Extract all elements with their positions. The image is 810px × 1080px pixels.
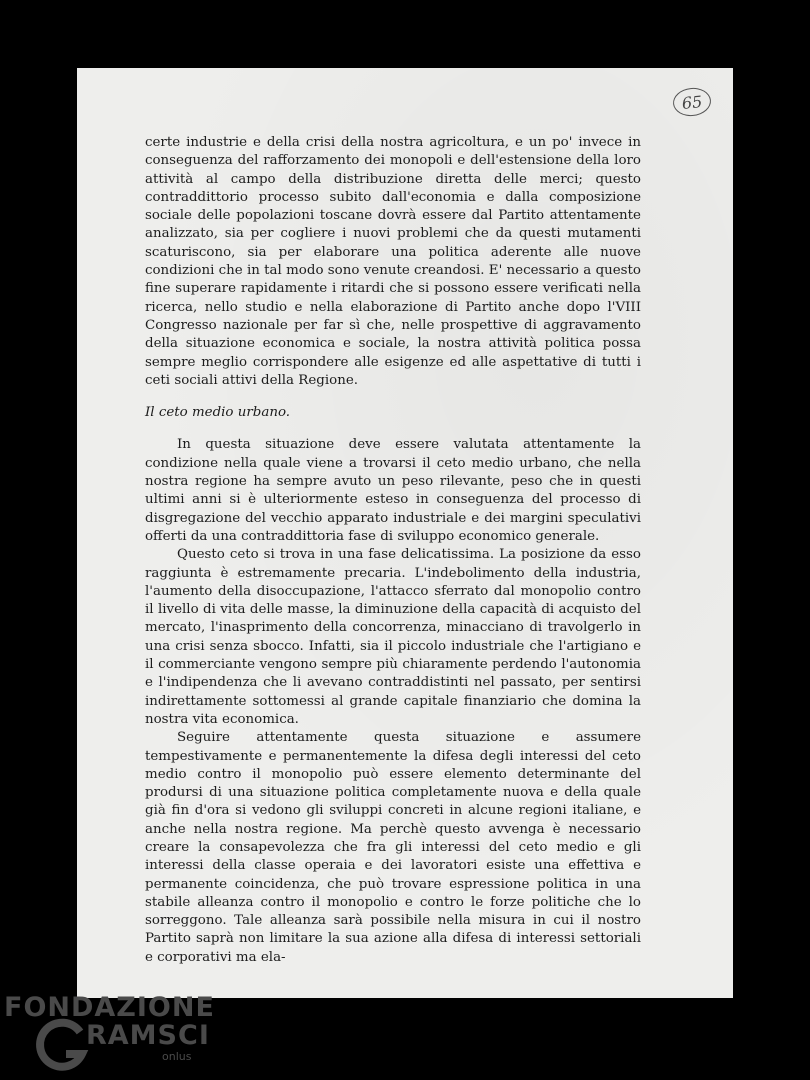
document-page — [77, 68, 733, 998]
watermark-logo — [4, 992, 215, 1072]
paragraph: Seguire attentamente questa situazione e assumere tempestivamente e permanentemente la difesa degli interessi del ceto medio contro il monopolio può essere elemento determinante del prodursi di una situazione politica completamente nuova e della quale già fin d'ora si vedono gli sviluppi concreti in alcune regioni italiane, e anche nella nostra regione. Ma perchè questo avvenga è necessario creare la consapevolezza che fra gli interessi del ceto medio e gli interessi della classe operaia e dei lavoratori esiste una effettiva e permanente coincidenza, che può trovare espressione politica in una stabile alleanza contro il monopolio e contro le forze politiche che lo sorreggono. Tale alleanza sarà possibile nella misura in cui il nostro Partito saprà non limitare la sua azione alla difesa di interessi settoriali e corporativi ma ela- — [145, 730, 641, 965]
paragraph: Questo ceto si trova in una fase delicatissima. La posizione da esso raggiunta è estremamente precaria. L'indebolimento della industria, l'aumento della disoccupazione, l'attacco sferrato dal monopolio contro il livello di vita delle masse, la diminuzione della capacità di acquisto del mercato, l'inasprimento della concorrenza, minacciano di travolgerlo in una crisi senza sbocco. Infatti, sia il piccolo industriale che l'artigiano e il commerciante vengono sempre più chiaramente perdendo l'autonomia e l'indipendenza che li avevano contraddistinti nel passato, per sentirsi indirettamente sottomessi al grande capitale finanziario che domina la nostra vita economica. — [145, 547, 641, 727]
logo-onlus: onlus — [162, 1050, 192, 1063]
logo-text-line1: FONDAZIONE — [4, 992, 215, 1023]
document-body — [145, 134, 641, 967]
section-heading: Il ceto medio urbano. — [145, 405, 291, 421]
logo-g-icon — [32, 1018, 92, 1072]
page-number: 65 — [672, 86, 713, 118]
paragraph: certe industrie e della crisi della nostra agricoltura, e un po' invece in conseguenza del rafforzamento dei monopoli e dell'estensione della loro attività al campo della distribuzione diretta delle merci; questo contraddittorio processo subito dall'economia e dalla composizione sociale delle popolazioni toscane dovrà essere dal Partito attentamente analizzato, sia per cogliere i nuovi problemi che da questi mutamenti scaturiscono, sia per elaborare una politica aderente alle nuove condizioni che in tal modo sono venute creandosi. E' necessario a questo fine superare rapidamente i ritardi che si possono essere verificati nella ricerca, nello studio e nella elaborazione di Partito anche dopo l'VIII Congresso nazionale per far sì che, nelle prospettive di aggravamento della situazione economica e sociale, la nostra attività politica possa sempre meglio corrispondere alle esigenze ed alle aspettative di tutti i ceti sociali attivi della Regione. — [145, 135, 641, 388]
logo-text-line2: RAMSCI — [86, 1020, 210, 1051]
paragraph: In questa situazione deve essere valutata attentamente la condizione nella quale viene a trovarsi il ceto medio urbano, che nella nostra regione ha sempre avuto un peso rilevante, peso che in questi ultimi anni si è ulteriormente esteso in conseguenza del processo di disgregazione del vecchio apparato industriale e dei margini speculativi offerti da una contraddittoria fase di sviluppo economico generale. — [145, 437, 641, 544]
